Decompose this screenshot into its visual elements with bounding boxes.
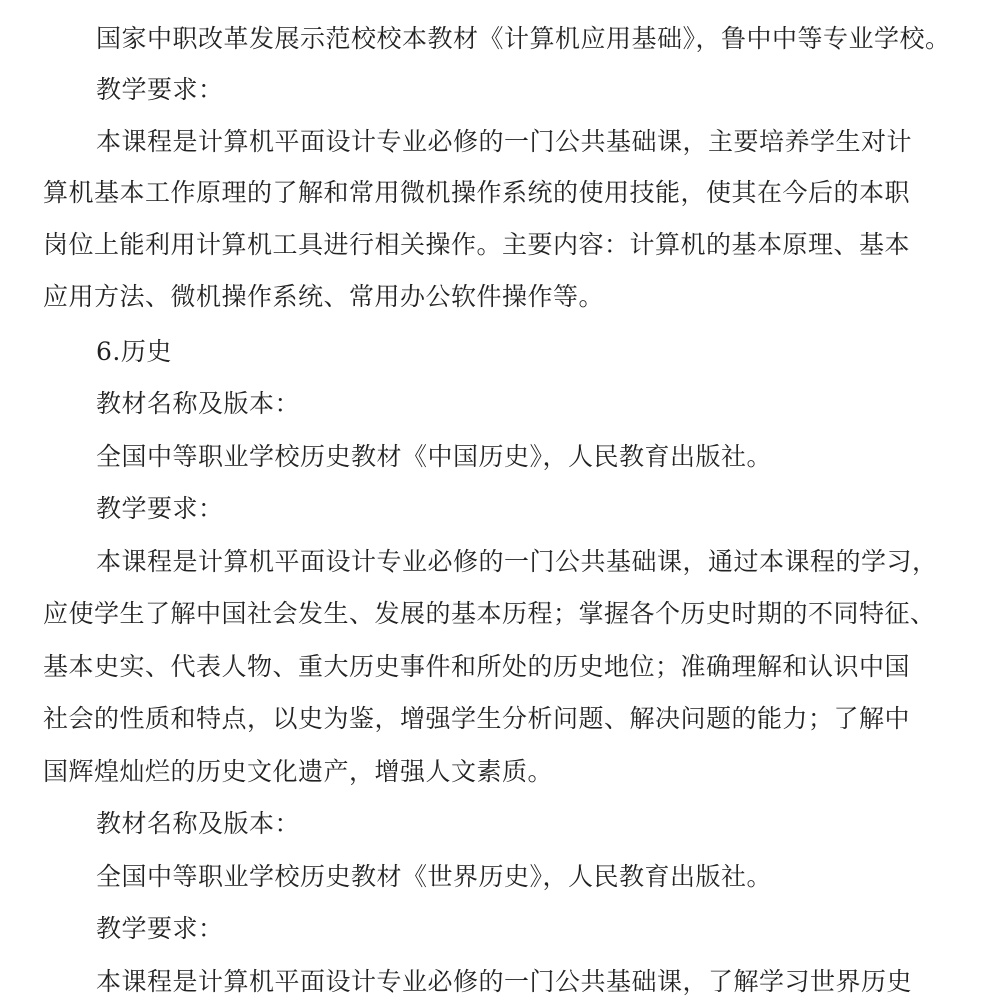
paragraph-line: 岗位上能利用计算机工具进行相关操作。主要内容：计算机的基本原理、基本	[43, 230, 911, 259]
paragraph-line: 本课程是计算机平面设计专业必修的一门公共基础课，主要培养学生对计	[96, 127, 913, 156]
textbook-info-world-history: 全国中等职业学校历史教材《世界历史》，人民教育出版社。	[96, 862, 773, 891]
paragraph-line: 本课程是计算机平面设计专业必修的一门公共基础课，了解学习世界历史	[96, 967, 913, 996]
teaching-requirements-label: 教学要求：	[96, 914, 224, 943]
paragraph-line: 国辉煌灿烂的历史文化遗产，增强人文素质。	[43, 757, 554, 786]
paragraph-line: 社会的性质和特点，以史为鉴，增强学生分析问题、解决问题的能力；了解中	[43, 704, 911, 733]
teaching-requirements-label: 教学要求：	[96, 75, 224, 104]
textbook-info-chinese-history: 全国中等职业学校历史教材《中国历史》，人民教育出版社。	[96, 442, 773, 471]
paragraph-line: 应使学生了解中国社会发生、发展的基本历程；掌握各个历史时期的不同特征、	[43, 599, 936, 628]
teaching-requirements-label: 教学要求：	[96, 494, 224, 523]
paragraph-line: 算机基本工作原理的了解和常用微机操作系统的使用技能，使其在今后的本职	[43, 178, 911, 207]
paragraph-line: 本课程是计算机平面设计专业必修的一门公共基础课，通过本课程的学习，	[96, 547, 938, 576]
paragraph-line: 基本史实、代表人物、重大历史事件和所处的历史地位；准确理解和认识中国	[43, 652, 911, 681]
textbook-version-label: 教材名称及版本：	[96, 389, 301, 418]
textbook-version-label: 教材名称及版本：	[96, 809, 301, 838]
paragraph-line: 应用方法、微机操作系统、常用办公软件操作等。	[43, 282, 605, 311]
section-heading-history: 6.历史	[96, 337, 172, 366]
textbook-info-computer: 国家中职改革发展示范校校本教材《计算机应用基础》，鲁中中等专业学校。	[96, 24, 951, 53]
